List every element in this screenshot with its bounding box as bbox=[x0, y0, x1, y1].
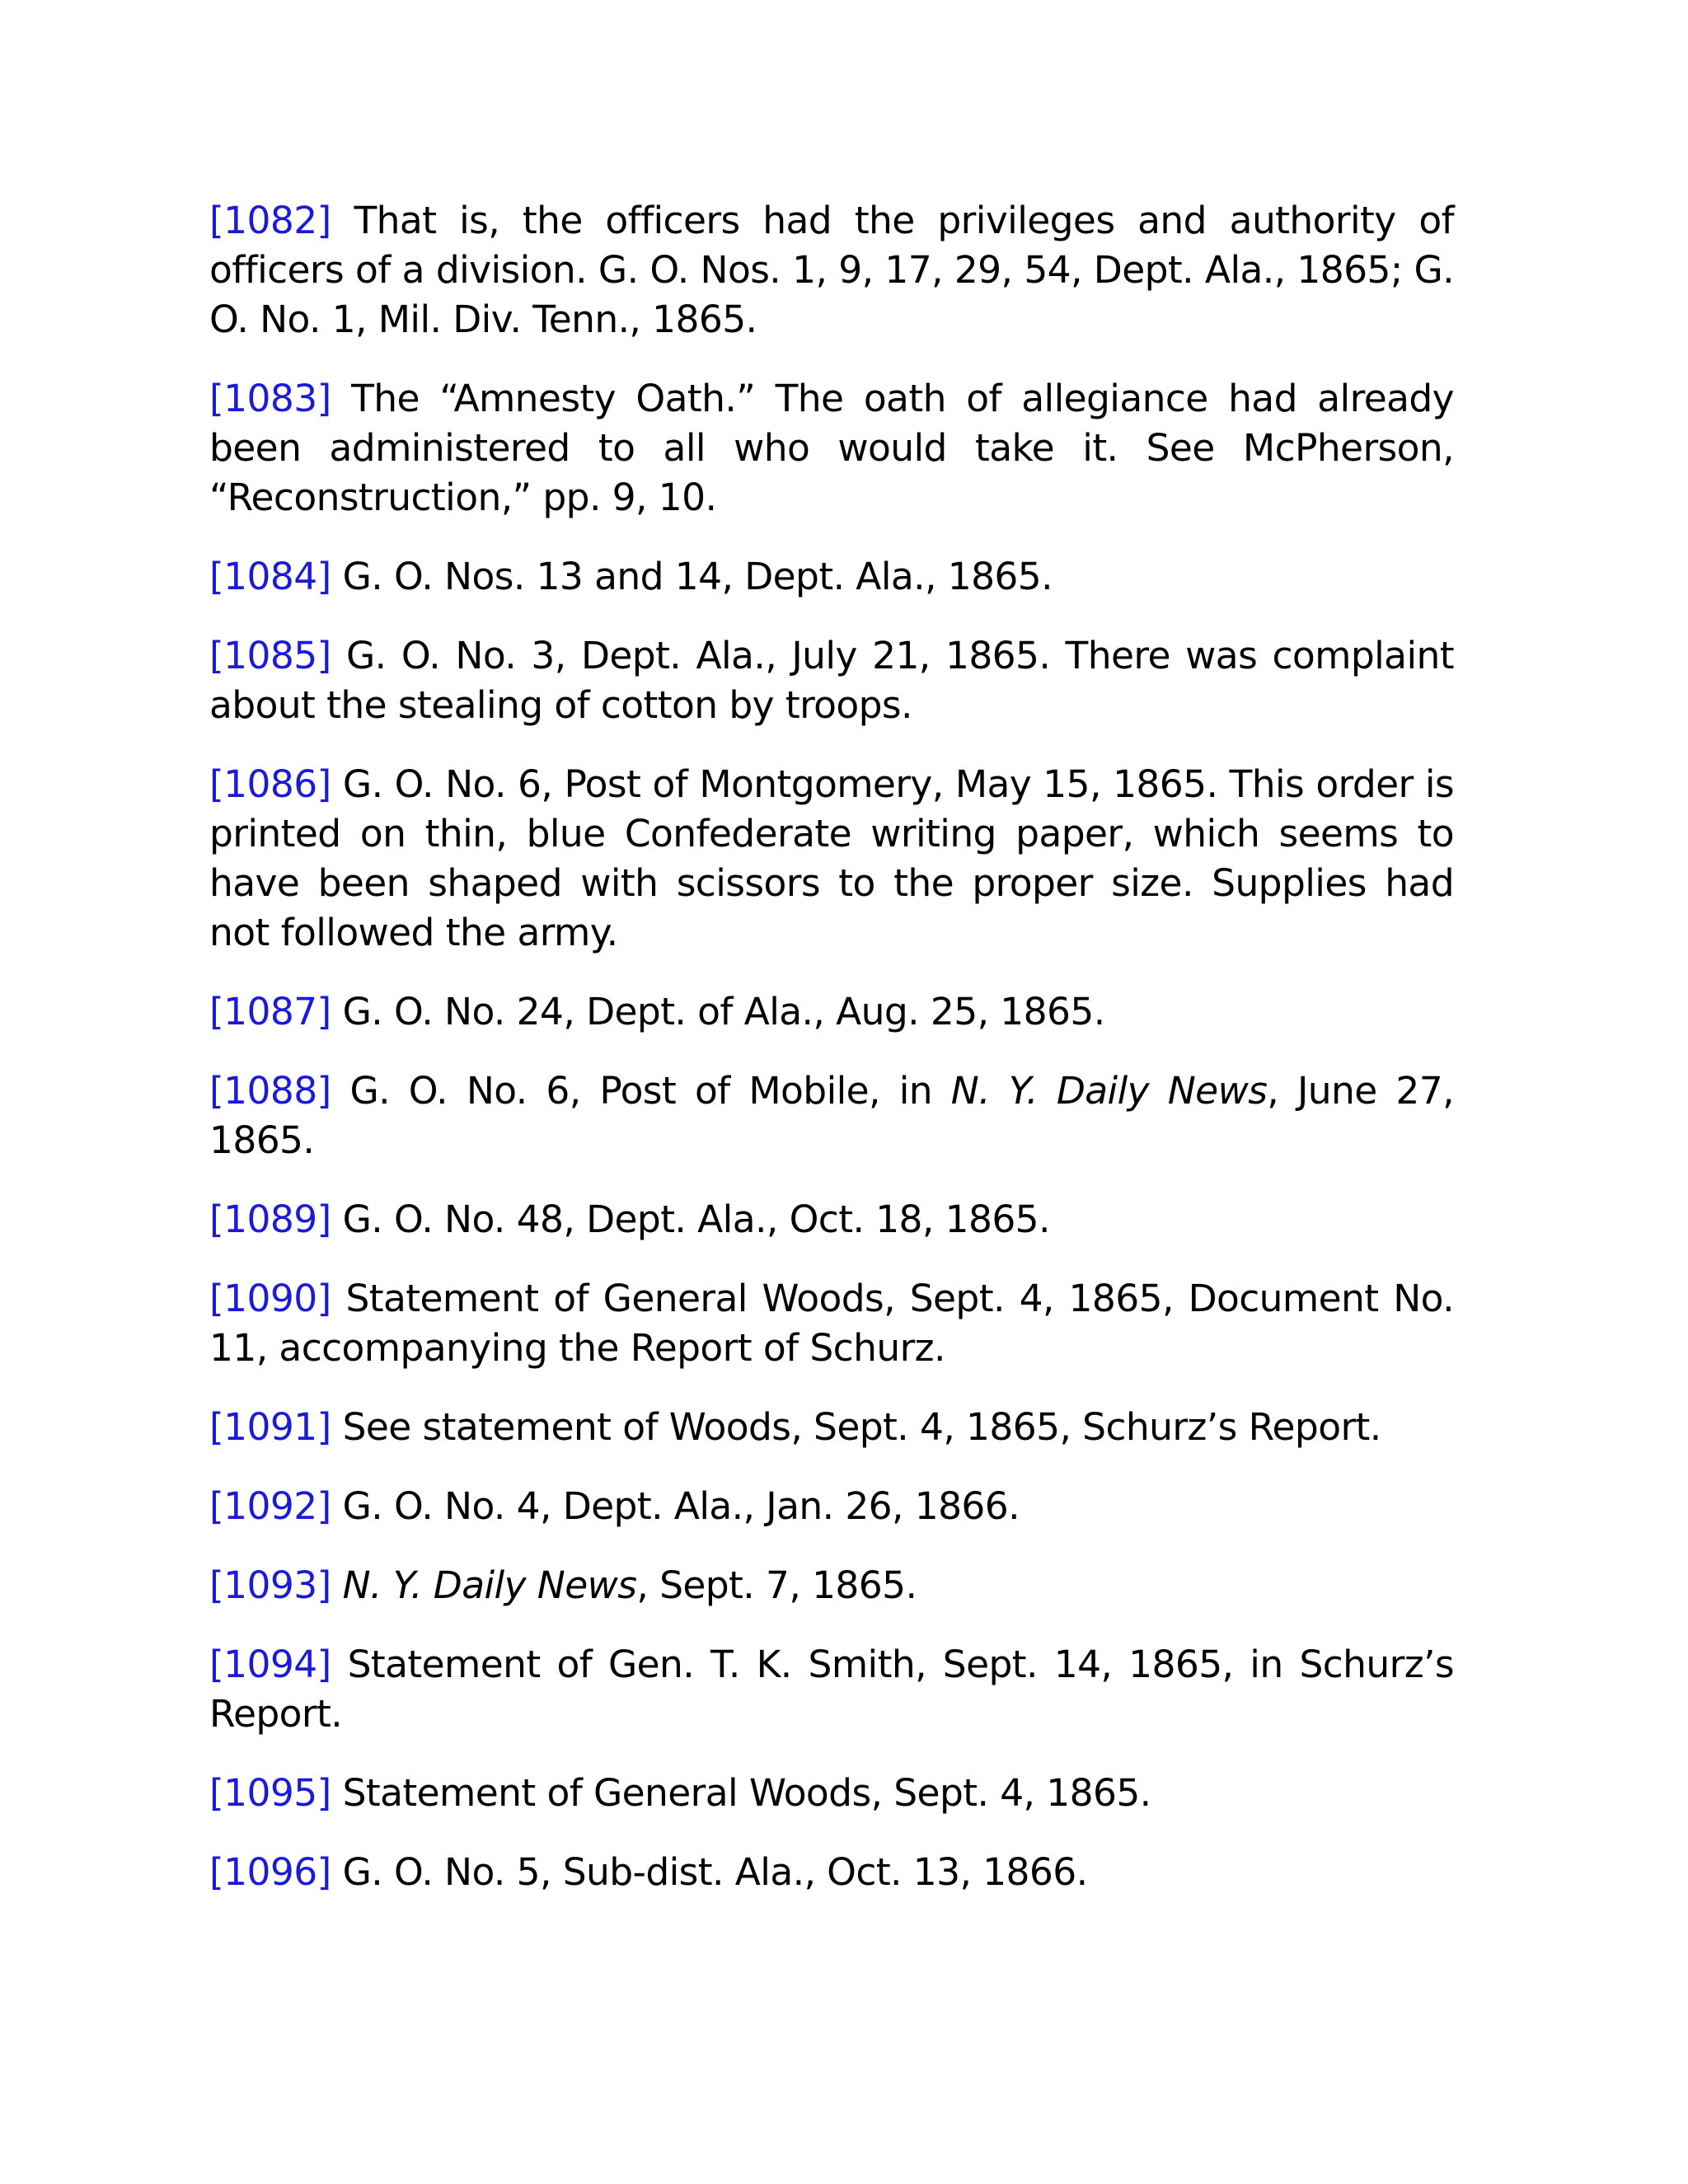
footnote-1090 bbox=[209, 1274, 1454, 1373]
footnote-1082 bbox=[209, 196, 1454, 344]
footnote-ref-link[interactable]: [1087] bbox=[209, 990, 331, 1033]
footnote-ref-link[interactable]: [1082] bbox=[209, 199, 331, 242]
footnote-ref-link[interactable]: [1084] bbox=[209, 555, 331, 598]
footnote-ref-link[interactable]: [1090] bbox=[209, 1277, 331, 1320]
footnote-ref-link[interactable]: [1085] bbox=[209, 634, 331, 677]
footnote-text: Statement of Gen. T. K. Smith, Sept. 14, 1865, in Schurz’s Report. bbox=[209, 1643, 1454, 1736]
footnote-text: That is, the officers had the privileges and authority of officers of a division. G. O. Nos. 1, 9, 17, 29, 54, Dept. Ala., 1865; G. O. No. 1, Mil. Div. Tenn., 1865. bbox=[209, 199, 1454, 341]
footnote-ref-link[interactable]: [1093] bbox=[209, 1563, 331, 1607]
footnote-1084 bbox=[209, 552, 1454, 602]
newspaper-title: N. Y. Daily News bbox=[342, 1563, 637, 1607]
footnote-text: G. O. No. 24, Dept. of Ala., Aug. 25, 1865. bbox=[342, 990, 1105, 1033]
footnote-ref-link[interactable]: [1089] bbox=[209, 1197, 331, 1241]
footnote-1083 bbox=[209, 374, 1454, 523]
footnote-text: G. O. No. 3, Dept. Ala., July 21, 1865. There was complaint about the stealing of cotton by troops. bbox=[209, 634, 1454, 727]
footnote-text: Statement of General Woods, Sept. 4, 1865, Document No. 11, accompanying the Report of Schurz. bbox=[209, 1277, 1454, 1370]
footnote-text: G. O. Nos. 13 and 14, Dept. Ala., 1865. bbox=[342, 555, 1053, 598]
footnote-text: G. O. No. 6, Post of Montgomery, May 15, 1865. This order is printed on thin, blue Confederate writing paper, which seems to have been shaped with scissors to the proper size. Supplies had not followed the army. bbox=[209, 762, 1454, 954]
footnote-1094 bbox=[209, 1640, 1454, 1739]
footnote-ref-link[interactable]: [1092] bbox=[209, 1484, 331, 1528]
footnote-text: G. O. No. 48, Dept. Ala., Oct. 18, 1865. bbox=[342, 1197, 1050, 1241]
footnote-ref-link[interactable]: [1096] bbox=[209, 1850, 331, 1894]
footnote-text: G. O. No. 4, Dept. Ala., Jan. 26, 1866. bbox=[342, 1484, 1020, 1528]
footnote-ref-link[interactable]: [1095] bbox=[209, 1771, 331, 1815]
footnote-text: Statement of General Woods, Sept. 4, 1865. bbox=[342, 1771, 1151, 1815]
footnote-1091 bbox=[209, 1403, 1454, 1452]
footnote-1092 bbox=[209, 1482, 1454, 1531]
footnote-1096 bbox=[209, 1848, 1454, 1897]
footnote-1088 bbox=[209, 1066, 1454, 1165]
footnote-1086 bbox=[209, 760, 1454, 958]
footnote-ref-link[interactable]: [1091] bbox=[209, 1405, 331, 1449]
footnote-ref-link[interactable]: [1088] bbox=[209, 1069, 331, 1113]
footnote-1093 bbox=[209, 1561, 1454, 1610]
footnote-1085 bbox=[209, 631, 1454, 730]
footnote-ref-link[interactable]: [1083] bbox=[209, 377, 331, 420]
footnote-1095 bbox=[209, 1769, 1454, 1818]
footnote-ref-link[interactable]: [1094] bbox=[209, 1643, 331, 1686]
footnote-1089 bbox=[209, 1195, 1454, 1244]
footnote-1087 bbox=[209, 987, 1454, 1037]
newspaper-title: N. Y. Daily News bbox=[950, 1069, 1268, 1113]
footnote-text: G. O. No. 5, Sub-dist. Ala., Oct. 13, 1866. bbox=[342, 1850, 1088, 1894]
footnote-text: The “Amnesty Oath.” The oath of allegiance had already been administered to all who would take it. See McPherson, “Reconstruction,” pp. 9, 10. bbox=[209, 377, 1454, 519]
footnote-text-post: , Sept. 7, 1865. bbox=[636, 1563, 917, 1607]
footnote-ref-link[interactable]: [1086] bbox=[209, 762, 331, 806]
footnote-text-post: , June 27, 1865. bbox=[209, 1069, 1454, 1162]
footnote-text: See statement of Woods, Sept. 4, 1865, Schurz’s Report. bbox=[342, 1405, 1381, 1449]
footnote-text-pre: G. O. No. 6, Post of Mobile, in bbox=[349, 1069, 951, 1113]
footnotes-page bbox=[209, 196, 1454, 1927]
